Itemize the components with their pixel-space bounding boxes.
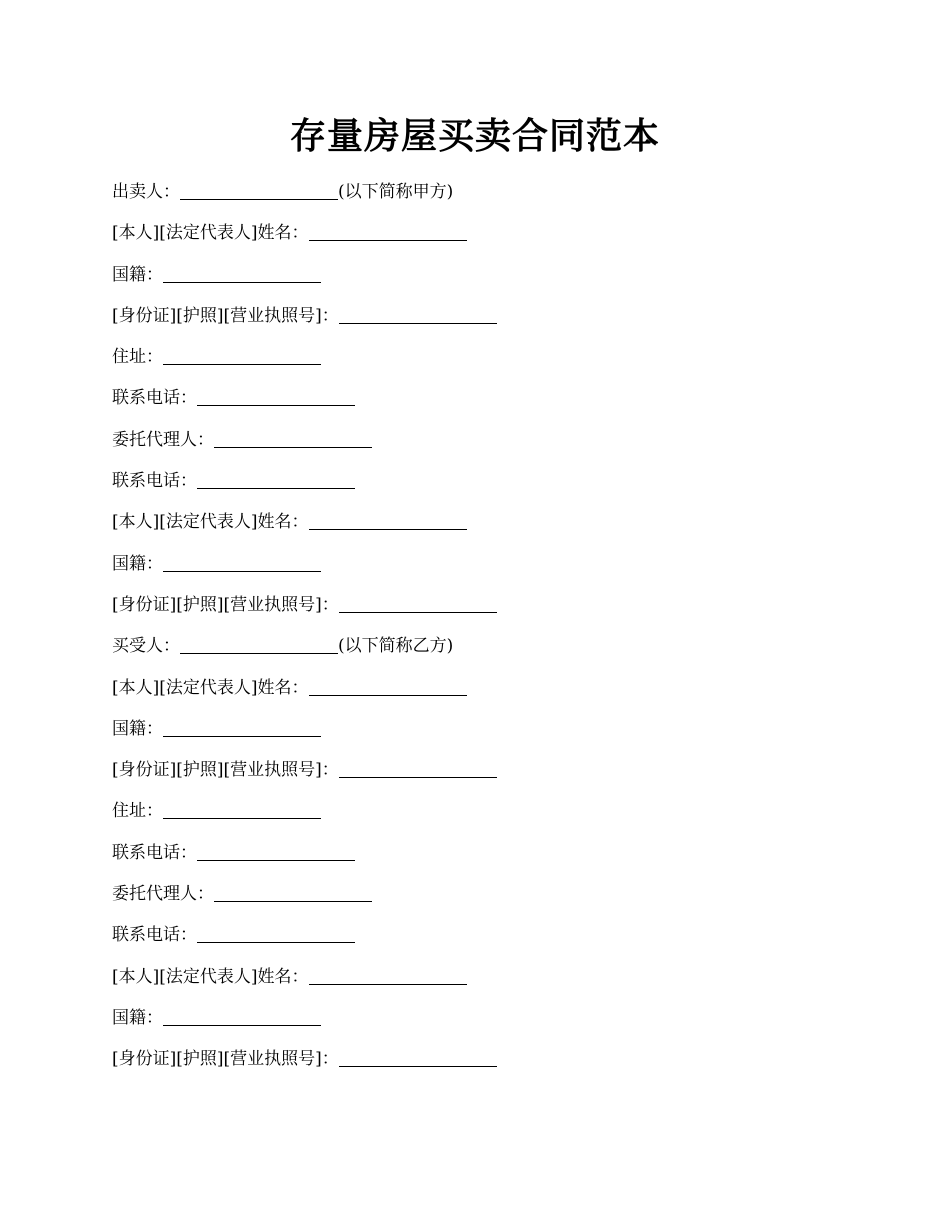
blank-underline: [197, 922, 355, 943]
field-label: [身份证][护照][营业执照号]：: [112, 594, 339, 615]
blank-underline: [163, 798, 321, 819]
field-line: [112, 756, 852, 797]
blank-underline: [180, 633, 338, 654]
blank-underline: [180, 179, 338, 200]
blank-underline: [197, 840, 355, 861]
field-label: 住址：: [112, 347, 163, 368]
field-label: [本人][法定代表人]姓名：: [112, 223, 309, 244]
field-suffix: (以下简称甲方): [338, 182, 454, 202]
field-label: 委托代理人：: [112, 884, 214, 905]
field-label: 国籍：: [112, 553, 163, 574]
blank-underline: [309, 675, 467, 696]
field-label: 联系电话：: [112, 388, 197, 409]
blank-underline: [309, 964, 467, 985]
field-line: [112, 302, 852, 343]
field-line: [112, 674, 852, 715]
field-line: [112, 467, 852, 508]
blank-underline: [197, 385, 355, 406]
field-label: [本人][法定代表人]姓名：: [112, 512, 309, 533]
field-line: [112, 797, 852, 838]
blank-underline: [163, 344, 321, 365]
field-line: [112, 921, 852, 962]
field-line: [112, 839, 852, 880]
field-label: 联系电话：: [112, 842, 197, 863]
field-label: 联系电话：: [112, 925, 197, 946]
document-title: 存量房屋买卖合同范本: [289, 115, 660, 157]
field-label: [身份证][护照][营业执照号]：: [112, 760, 339, 781]
field-line: [112, 1004, 852, 1045]
field-line: [112, 963, 852, 1004]
blank-underline: [163, 1005, 321, 1026]
field-line: [112, 591, 852, 632]
field-label: 委托代理人：: [112, 429, 214, 450]
field-line: [112, 426, 852, 467]
field-line: [112, 343, 852, 384]
blank-underline: [214, 881, 372, 902]
field-label: 买受人：: [112, 636, 180, 657]
field-label: [本人][法定代表人]姓名：: [112, 677, 309, 698]
blank-underline: [339, 592, 497, 613]
blank-underline: [339, 757, 497, 778]
contract-field-list: [112, 178, 852, 1087]
blank-underline: [339, 303, 497, 324]
field-line: [112, 880, 852, 921]
blank-underline: [309, 220, 467, 241]
field-label: 出卖人：: [112, 182, 180, 202]
blank-underline: [309, 509, 467, 530]
field-suffix: (以下简称乙方): [338, 636, 454, 657]
field-label: 国籍：: [112, 718, 163, 739]
blank-underline: [163, 716, 321, 737]
blank-underline: [163, 551, 321, 572]
field-line: [112, 550, 852, 591]
field-label: 国籍：: [112, 264, 163, 285]
seller-line: [112, 178, 852, 219]
field-line: [112, 508, 852, 549]
blank-underline: [339, 1046, 497, 1067]
field-label: [身份证][护照][营业执照号]：: [112, 305, 339, 326]
field-line: [112, 1045, 852, 1086]
blank-underline: [197, 468, 355, 489]
field-line: [112, 219, 852, 260]
field-label: 联系电话：: [112, 471, 197, 492]
buyer-line: [112, 632, 852, 673]
field-line: [112, 384, 852, 425]
field-label: [本人][法定代表人]姓名：: [112, 966, 309, 987]
field-label: [身份证][护照][营业执照号]：: [112, 1049, 339, 1070]
field-label: 住址：: [112, 801, 163, 822]
field-label: 国籍：: [112, 1007, 163, 1028]
blank-underline: [214, 427, 372, 448]
field-line: [112, 261, 852, 302]
blank-underline: [163, 262, 321, 283]
field-line: [112, 715, 852, 756]
